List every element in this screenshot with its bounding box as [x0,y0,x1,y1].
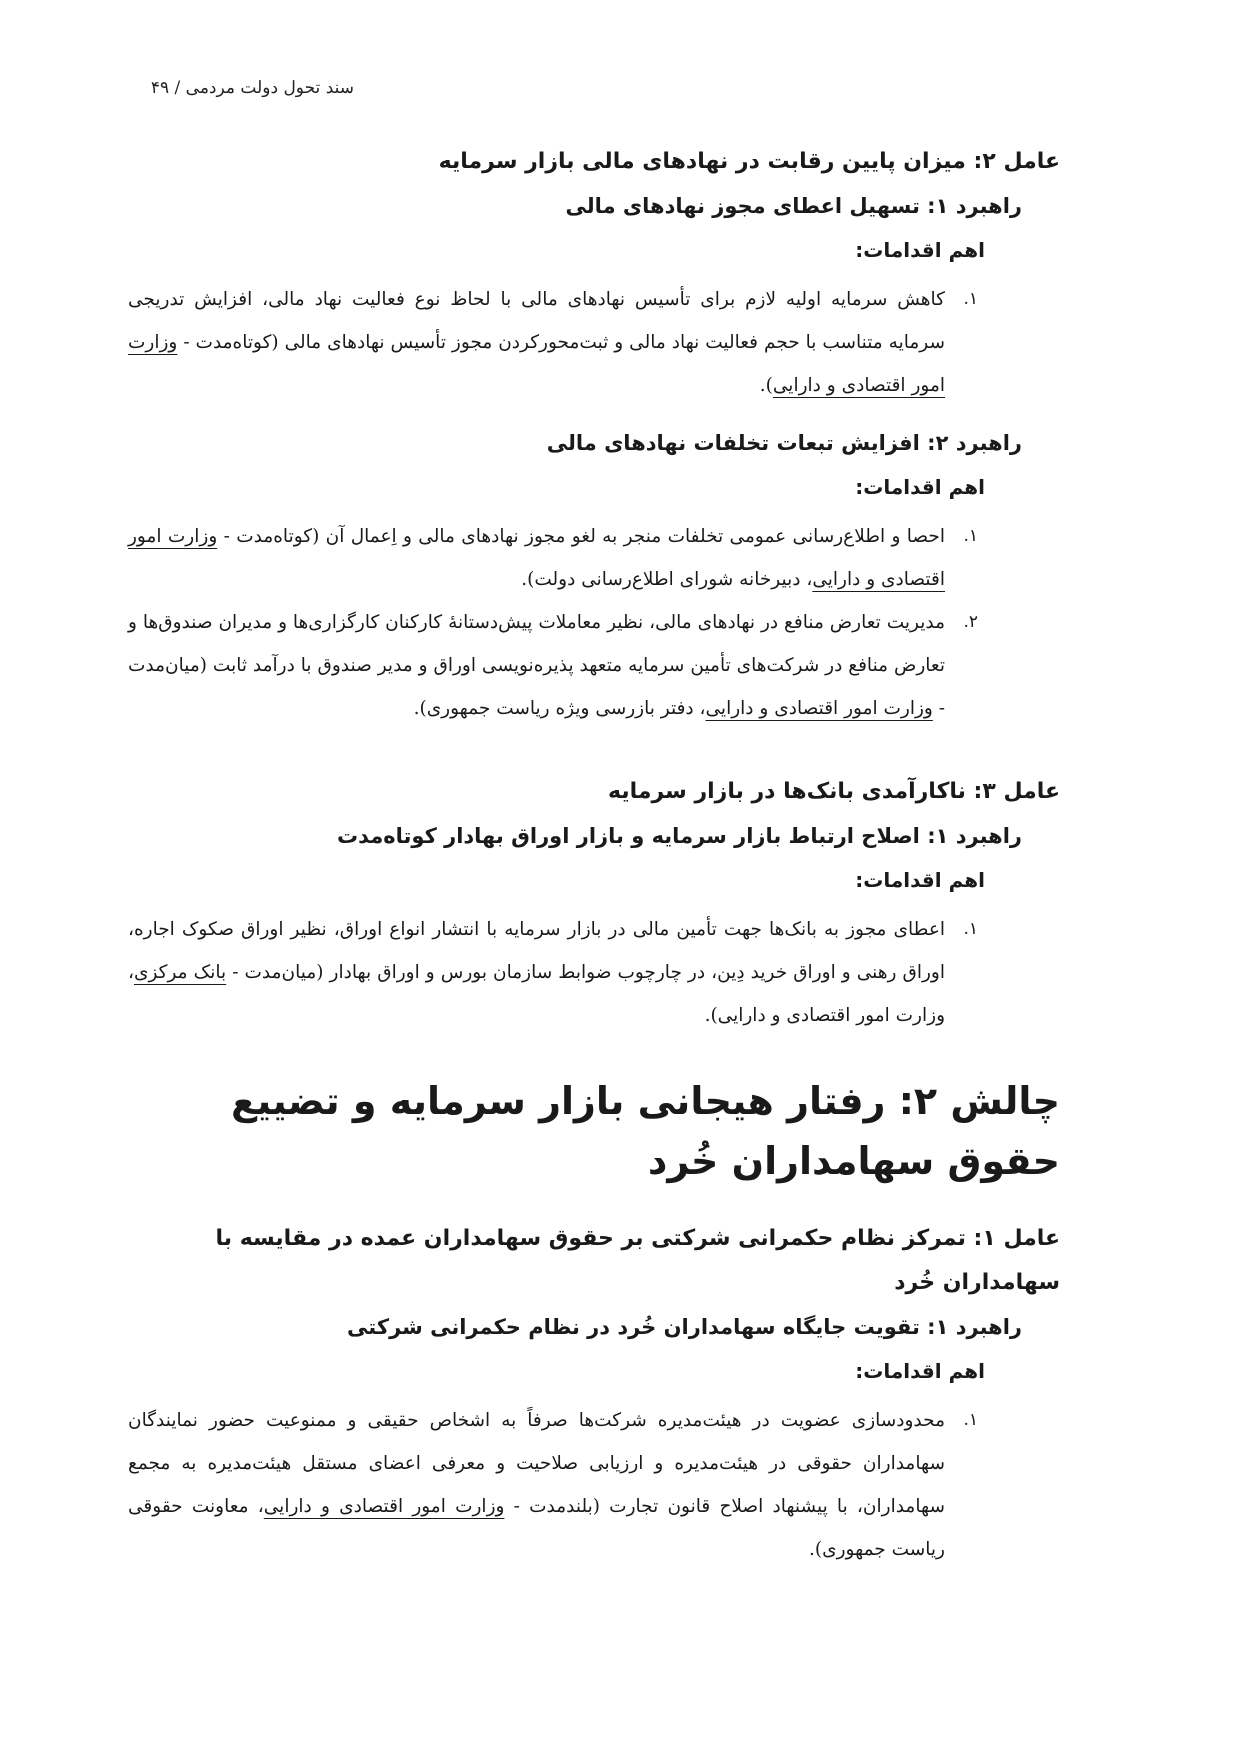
actions-list [128,1399,1060,1571]
responsible-agency-underlined: وزارت امور اقتصادی و دارایی [128,526,945,590]
actions-label: اهم اقدامات: [855,1359,985,1383]
actions-label: اهم اقدامات: [855,475,985,499]
responsible-agency-underlined: وزارت امور اقتصادی و دارایی [705,698,933,719]
actions-label: اهم اقدامات: [855,238,985,262]
item-number: ۲. [963,612,978,632]
item-tail: ، دفتر بازرسی ویژه ریاست جمهوری). [413,698,706,719]
action-item [128,515,1060,601]
actions-list [128,515,1060,730]
action-item [128,601,1060,730]
page-body [128,140,1060,1571]
actions-label: اهم اقدامات: [855,868,985,892]
item-text: اعطای مجوز به بانک‌ها جهت تأمین مالی در بازار سرمایه با انتشار انواع اوراق، نظیر اوراق صکوک اجاره، اوراق رهنی و اوراق خرید دِین، در چارچوب ضوابط سازمان بورس و اوراق بهادار (میان‌مدت - [128,919,945,983]
actions-list [128,278,1060,407]
item-tail: ، معاونت حقوقی ریاست جمهوری). [128,1496,945,1560]
running-header: سند تحول دولت مردمی / ۴۹ [150,78,354,98]
actions-list [128,908,1060,1037]
item-tail: ). [759,375,773,396]
factor-heading: عامل ۲: میزان پایین رقابت در نهادهای مالی بازار سرمایه [438,149,1060,174]
strategy-heading: راهبرد ۱: تقویت جایگاه سهامداران خُرد در نظام حکمرانی شرکتی [347,1315,1022,1339]
item-number: ۱. [963,1410,978,1430]
strategy-heading: راهبرد ۱: اصلاح ارتباط بازار سرمایه و بازار اوراق بهادار کوتاه‌مدت [337,824,1022,848]
challenge-heading: چالش ۲: رفتار هیجانی بازار سرمایه و تضییع حقوق سهامداران خُرد [230,1079,1060,1183]
responsible-agency-underlined: بانک مرکزی [133,962,227,983]
action-item [128,908,1060,1037]
item-tail: ، وزارت امور اقتصادی و دارایی). [128,962,945,1026]
factor-heading: عامل ۱: تمرکز نظام حکمرانی شرکتی بر حقوق سهامداران عمده در مقایسه با سهامداران خُرد [215,1226,1060,1295]
responsible-agency-underlined: وزارت امور اقتصادی و دارایی [263,1496,505,1517]
item-tail: ، دبیرخانه شورای اطلاع‌رسانی دولت). [521,569,813,590]
item-text: احصا و اطلاع‌رسانی عمومی تخلفات منجر به لغو مجوز نهادهای مالی و اِعمال آن (کوتاه‌مدت - [217,526,945,547]
responsible-agency-underlined: وزارت امور اقتصادی و دارایی [128,332,945,396]
item-number: ۱. [963,526,978,546]
action-item [128,278,1060,407]
factor-heading: عامل ۳: ناکارآمدی بانک‌ها در بازار سرمایه [608,779,1060,804]
strategy-heading: راهبرد ۲: افزایش تبعات تخلفات نهادهای مالی [546,431,1022,455]
item-number: ۱. [963,289,978,309]
item-text: محدودسازی عضویت در هیئت‌مدیره شرکت‌ها صرفاً به اشخاص حقیقی و ممنوعیت حضور نمایندگان سهامداران حقوقی در هیئت‌مدیره و ارزیابی صلاحیت و معرفی اعضای مستقل هیئت‌مدیره به مجمع سهامداران، با پیشنهاد اصلاح قانون تجارت (بلندمدت - [128,1410,945,1517]
strategy-heading: راهبرد ۱: تسهیل اعطای مجوز نهادهای مالی [565,194,1022,218]
item-number: ۱. [963,919,978,939]
action-item [128,1399,1060,1571]
item-text: کاهش سرمایه اولیه لازم برای تأسیس نهادهای مالی با لحاظ نوع فعالیت نهاد مالی، افزایش تدریجی سرمایه متناسب با حجم فعالیت نهاد مالی و ثبت‌محورکردن مجوز تأسیس نهادهای مالی (کوتاه‌مدت - [128,289,945,353]
item-text: مدیریت تعارض منافع در نهادهای مالی، نظیر معاملات پیش‌دستانهٔ کارکنان کارگزاری‌ها و مدیران صندوق‌ها و تعارض منافع در شرکت‌های تأمین سرمایه متعهد پذیره‌نویسی اوراق و مدیر صندوق با درآمد ثابت (میان‌مدت - [128,612,945,719]
